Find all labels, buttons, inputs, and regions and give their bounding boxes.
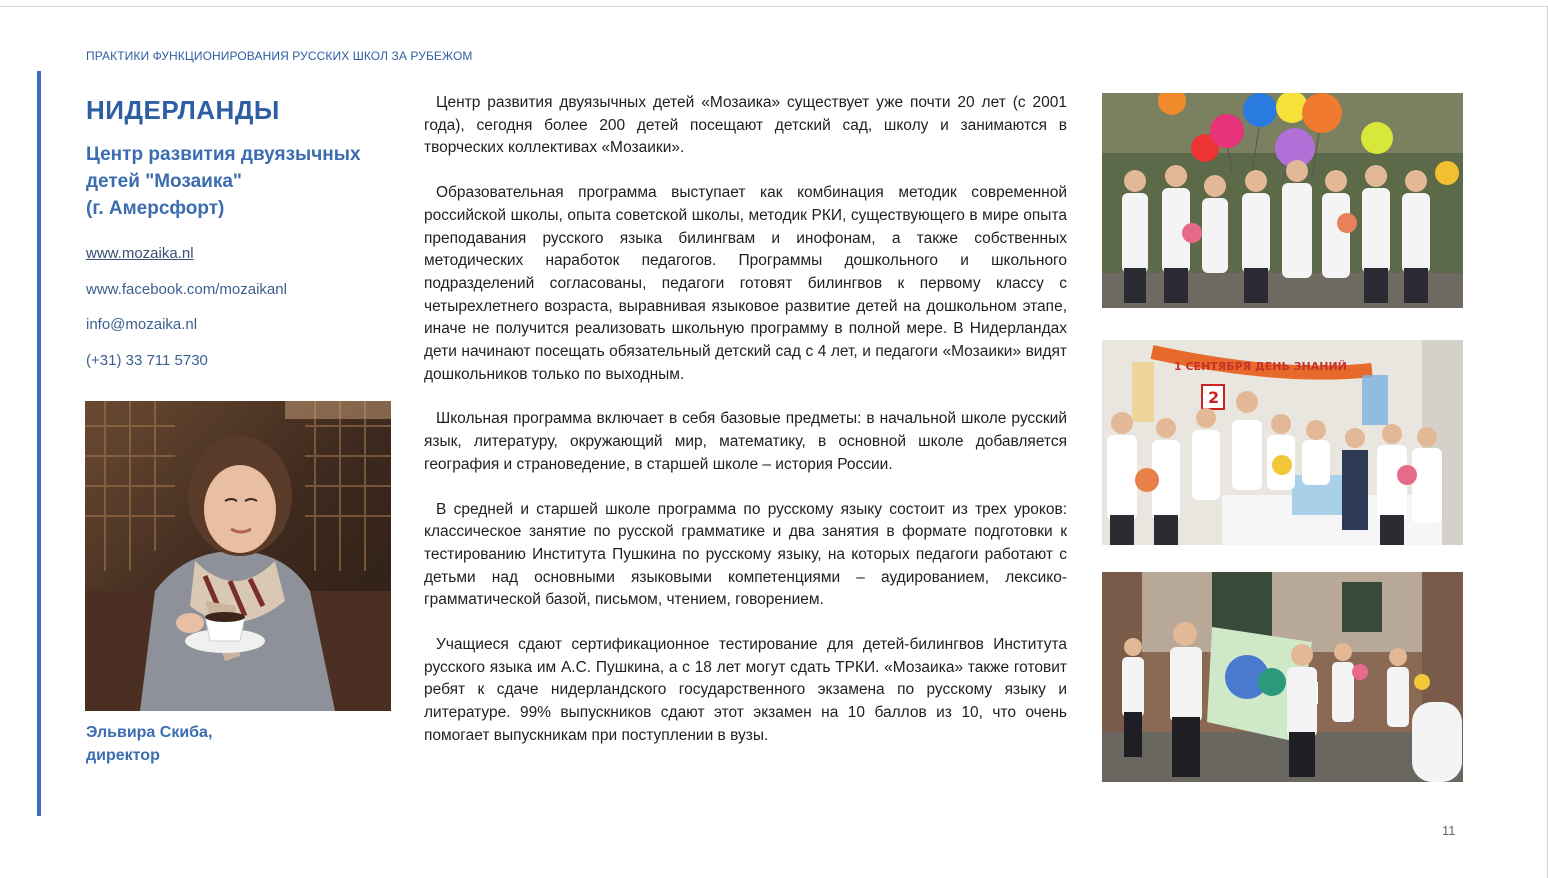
director-portrait-image bbox=[85, 401, 391, 711]
phone-number: (+31) 33 711 5730 bbox=[86, 352, 208, 369]
organization-city: (г. Амерсфорт) bbox=[86, 198, 225, 219]
paragraph-1: Центр развития двуязычных детей «Мозаика» существует уже почти 20 лет (с 2001 года), сегодня более 200 детей посещают детский сад, школу и занимаются в творческих коллективах «Мозаики». bbox=[424, 94, 1067, 157]
website-link[interactable]: www.mozaika.nl bbox=[86, 245, 194, 262]
organization-name-line-2: детей "Мозаика" bbox=[86, 171, 242, 192]
director-portrait bbox=[85, 401, 391, 711]
facebook-link[interactable]: www.facebook.com/mozaikanl bbox=[86, 281, 287, 298]
accent-bar bbox=[37, 71, 41, 816]
top-divider bbox=[0, 6, 1548, 7]
portrait-caption bbox=[86, 721, 212, 767]
paragraph-4: В средней и старшей школе программа по русскому языку состоит из трех уроков: классическое занятие по русской грамматике и два занятия в формате подготовки к тестированию Института Пушкина по русскому языку, на которых педагоги работают с детьми над основными языковыми компетенциями – аудированием, лексико-грамматической базой, письмом, чтением, говорением. bbox=[424, 500, 1067, 609]
country-title: НИДЕРЛАНДЫ bbox=[86, 95, 280, 125]
director-role: директор bbox=[86, 747, 160, 764]
photo-classroom bbox=[1102, 340, 1463, 545]
class-number-sign: 2 bbox=[1208, 388, 1220, 407]
photo-balloons bbox=[1102, 93, 1463, 308]
photo-classroom-image bbox=[1102, 340, 1463, 545]
paragraph-2: Образовательная программа выступает как комбинация методик современной российской школы, опыта советской школы, методик РКИ, существующего в мире опыта преподавания русского языка билингвам и инофонам, а также собственных методических наработок педагогов. Программы дошкольного и школьного подразделений согласованы, педагоги готовят билингвов к первому классу с четырехлетнего возраста, выравнивая языковое развитие детей на дошкольном этапе, иначе не получится реализовать школьную программу в полной мере. В Нидерландах дети начинают посещать обязательный детский сад с 4 лет, и педагоги «Мозаики» видят дошкольников только по выходным. bbox=[424, 184, 1067, 383]
photo-flag-procession bbox=[1102, 572, 1463, 782]
paragraph-3: Школьная программа включает в себя базовые предметы: в начальной школе русский язык, литературу, окружающий мир, математику, в основной школе добавляется география и страноведение, в старшей школе – история России. bbox=[424, 410, 1067, 473]
article-body bbox=[424, 92, 1067, 770]
organization-name bbox=[86, 141, 406, 222]
email-link[interactable]: info@mozaika.nl bbox=[86, 316, 198, 333]
photo-flag-procession-image bbox=[1102, 572, 1463, 782]
paragraph-5: Учащиеся сдают сертификационное тестирование для детей-билингвов Института русского языка им А.С. Пушкина, а с 18 лет могут сдать ТРКИ. «Мозаика» также готовит ребят к сдаче нидерландского государственного экзамена по русскому языку и литературе. 99% выпускников сдают этот экзамен на 10 баллов из 10, что очень помогает выпускникам при поступлении в вузы. bbox=[424, 636, 1067, 744]
organization-name-line-1: Центр развития двуязычных bbox=[86, 144, 361, 165]
page-number: 11 bbox=[1442, 823, 1456, 838]
photo-balloons-image bbox=[1102, 93, 1463, 308]
director-name: Эльвира Скиба, bbox=[86, 724, 213, 741]
banner-text: 1 СЕНТЯБРЯ ДЕНЬ ЗНАНИЙ bbox=[1174, 360, 1347, 373]
running-header: ПРАКТИКИ ФУНКЦИОНИРОВАНИЯ РУССКИХ ШКОЛ ЗА РУБЕЖОМ bbox=[86, 49, 473, 63]
